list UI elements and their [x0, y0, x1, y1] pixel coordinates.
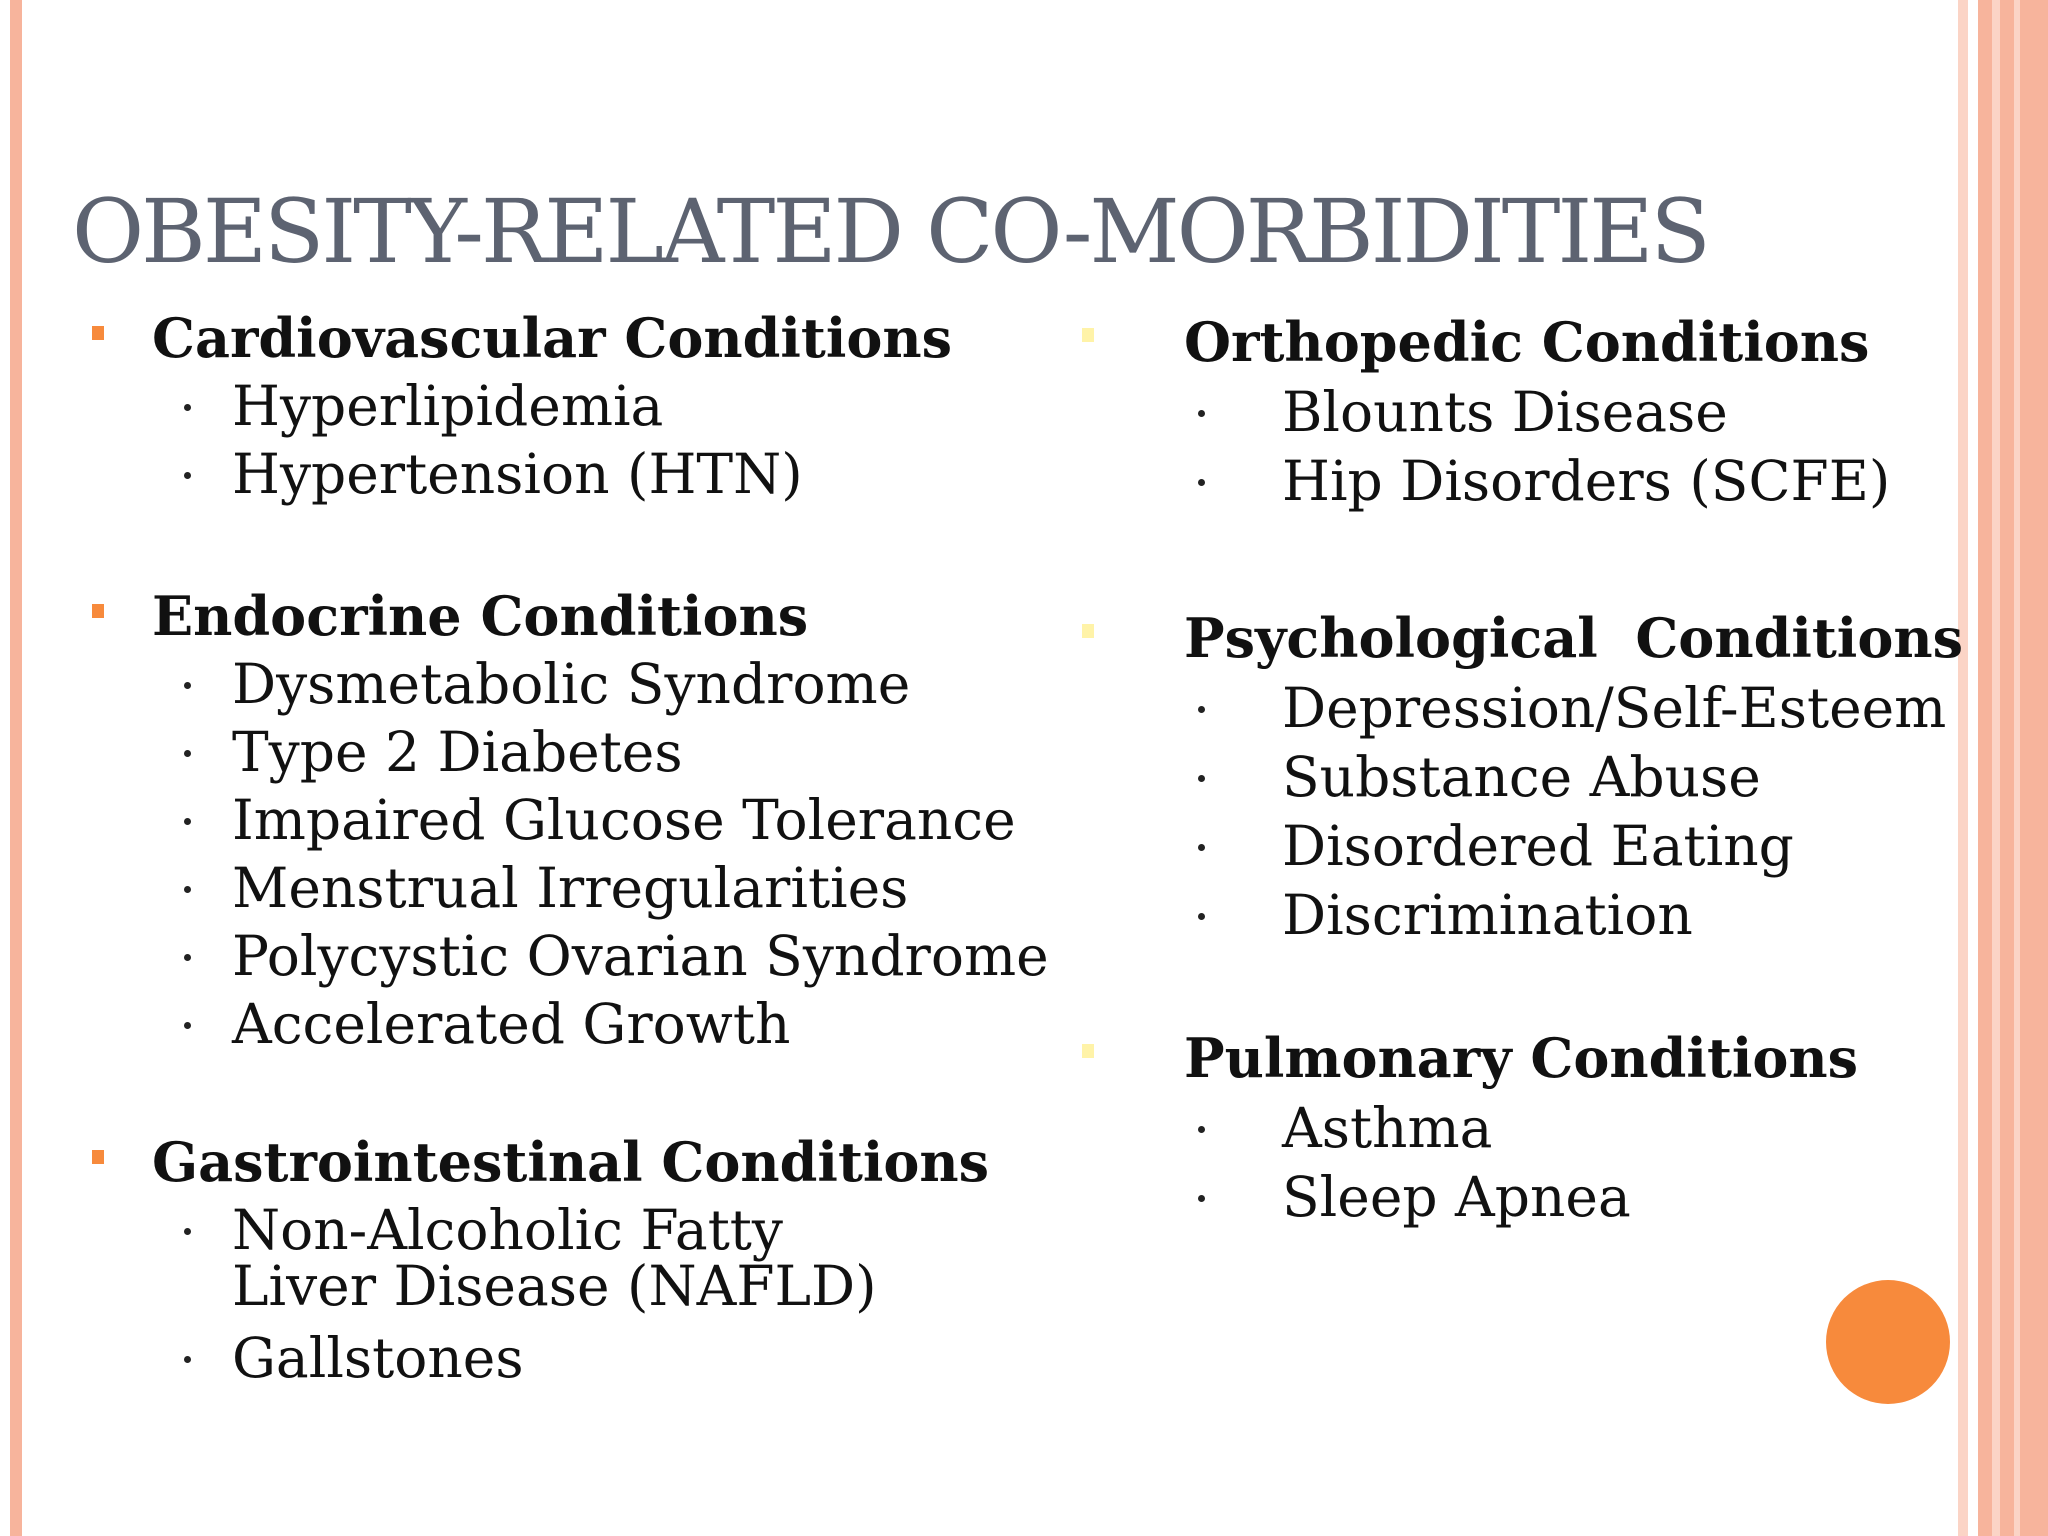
- bullet-dot-icon: [1198, 913, 1205, 920]
- list-item: Depression/Self-Esteem: [1282, 676, 1947, 740]
- bullet-dot-icon: [1198, 706, 1205, 713]
- section-heading: Cardiovascular Conditions: [152, 306, 953, 370]
- list-item: Gallstones: [232, 1326, 524, 1390]
- section-heading: Orthopedic Conditions: [1184, 310, 1870, 374]
- bullet-dot-icon: [184, 404, 191, 411]
- bullet-square-icon: [92, 604, 104, 618]
- list-item: Asthma: [1282, 1096, 1493, 1160]
- bullet-square-icon: [1082, 328, 1094, 342]
- bullet-dot-icon: [184, 818, 191, 825]
- left-column: [88, 0, 1048, 1536]
- bullet-dot-icon: [1198, 479, 1205, 486]
- bullet-dot-icon: [1198, 775, 1205, 782]
- list-item: Blounts Disease: [1282, 380, 1728, 444]
- bullet-square-icon: [92, 326, 104, 340]
- bullet-dot-icon: [184, 472, 191, 479]
- list-item: Accelerated Growth: [232, 992, 791, 1056]
- bullet-dot-icon: [184, 682, 191, 689]
- list-item: Menstrual Irregularities: [232, 856, 909, 920]
- left-border-stripe: [10, 0, 22, 1536]
- bullet-dot-icon: [184, 750, 191, 757]
- right-column: [1082, 0, 1962, 1536]
- list-item: Hyperlipidemia: [232, 374, 664, 438]
- section-heading: Psychological Conditions: [1184, 606, 1963, 670]
- list-item: Dysmetabolic Syndrome: [232, 652, 911, 716]
- right-border-stripe-inner: [1992, 0, 2000, 1536]
- list-item: Hypertension (HTN): [232, 442, 803, 506]
- bullet-dot-icon: [184, 886, 191, 893]
- list-item: Hip Disorders (SCFE): [1282, 449, 1891, 513]
- bullet-dot-icon: [184, 1022, 191, 1029]
- bullet-dot-icon: [1198, 1195, 1205, 1202]
- section-heading: Gastrointestinal Conditions: [152, 1130, 990, 1194]
- bullet-dot-icon: [184, 954, 191, 961]
- list-item: Non-Alcoholic Fatty Liver Disease (NAFLD): [232, 1198, 877, 1318]
- bullet-dot-icon: [1198, 410, 1205, 417]
- bullet-square-icon: [92, 1150, 104, 1164]
- slide-title: OBESITY-RELATED CO-MORBIDITIES: [72, 180, 1708, 283]
- bullet-dot-icon: [1198, 1126, 1205, 1133]
- section-heading: Pulmonary Conditions: [1184, 1026, 1859, 1090]
- list-item: Disordered Eating: [1282, 814, 1794, 878]
- list-item: Sleep Apnea: [1282, 1165, 1631, 1229]
- bullet-dot-icon: [184, 1356, 191, 1363]
- list-item: Impaired Glucose Tolerance: [232, 788, 1016, 852]
- section-heading: Endocrine Conditions: [152, 584, 809, 648]
- bullet-square-icon: [1082, 624, 1094, 638]
- bullet-dot-icon: [184, 1228, 191, 1235]
- list-item: Type 2 Diabetes: [232, 720, 683, 784]
- right-border-stripe-main: [1978, 0, 2048, 1536]
- right-border-stripe-inner-2: [2014, 0, 2020, 1536]
- list-item: Substance Abuse: [1282, 745, 1761, 809]
- decorative-circle-icon: [1826, 1280, 1950, 1404]
- bullet-dot-icon: [1198, 844, 1205, 851]
- list-item: Polycystic Ovarian Syndrome: [232, 924, 1049, 988]
- bullet-square-icon: [1082, 1044, 1094, 1058]
- list-item: Discrimination: [1282, 883, 1693, 947]
